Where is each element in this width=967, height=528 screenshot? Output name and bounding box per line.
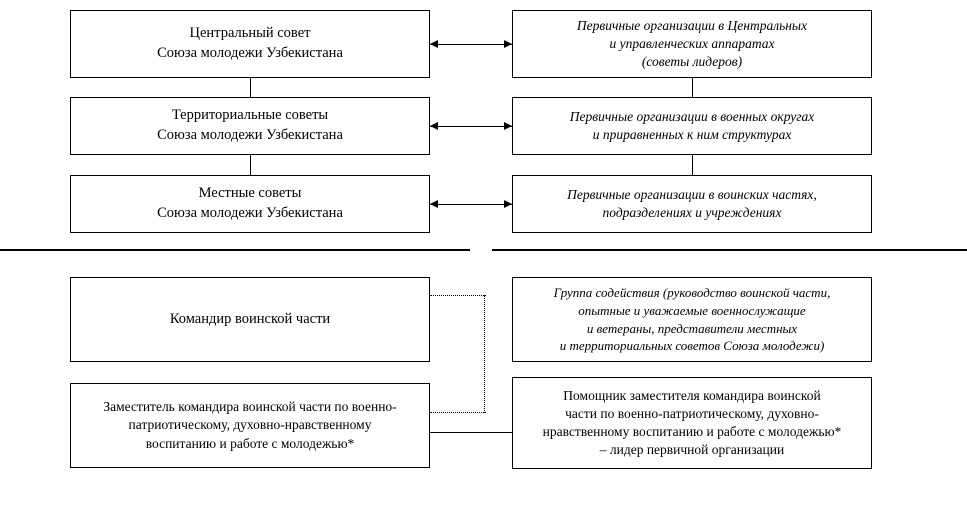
box-support-group-line3: и ветераны, представители местных	[586, 320, 798, 336]
spine-left-1	[250, 78, 251, 97]
spine-right-1	[692, 78, 693, 97]
connector-row3	[430, 204, 512, 205]
arrow-row1-left	[430, 40, 438, 48]
box-deputy-commander-line1: Заместитель командира воинской части по военно-	[103, 399, 397, 415]
connector-commander-dotted-top	[430, 412, 486, 413]
box-central-council	[70, 10, 430, 78]
box-local-councils-line2: Союза молодежи Узбекистана	[157, 205, 343, 221]
box-assistant-deputy	[512, 377, 872, 469]
box-unit-commander-label: Командир воинской части	[169, 310, 331, 327]
box-primary-orgs-central-line3: (советы лидеров)	[641, 54, 743, 70]
box-primary-orgs-military-units	[512, 175, 872, 233]
box-assistant-deputy-line4: – лидер первичной организации	[599, 442, 785, 458]
connector-commander-dotted-vertical	[484, 295, 485, 413]
arrow-row3-right	[504, 200, 512, 208]
connector-row2	[430, 126, 512, 127]
box-assistant-deputy-line2: части по военно-патриотическому, духовно-	[565, 405, 819, 421]
box-central-council-line2: Союза молодежи Узбекистана	[157, 45, 343, 61]
box-local-councils	[70, 175, 430, 233]
box-support-group-line2: опытные и уважаемые военнослужащие	[578, 302, 806, 318]
box-primary-orgs-military-districts-line1: Первичные организации в военных округах	[569, 108, 815, 124]
box-deputy-commander-line2: патриотическому, духовно-нравственному	[128, 417, 372, 433]
spine-right-2	[692, 155, 693, 175]
box-assistant-deputy-line3: нравственному воспитанию и работе с молодежью*	[542, 424, 842, 439]
connector-row1	[430, 44, 512, 45]
arrow-row1-right	[504, 40, 512, 48]
section-separator-left	[0, 249, 470, 251]
box-primary-orgs-military-units-line1: Первичные организации в воинских частях,	[567, 186, 817, 202]
spine-left-2	[250, 155, 251, 175]
arrow-row2-right	[504, 122, 512, 130]
box-territorial-councils	[70, 97, 430, 155]
box-primary-orgs-central-line1: Первичные организации в Центральных	[576, 17, 808, 33]
box-local-councils-line1: Местные советы	[198, 185, 302, 202]
box-primary-orgs-military-units-line2: подразделениях и учреждениях	[602, 205, 782, 220]
arrow-row3-left	[430, 200, 438, 208]
box-unit-commander	[70, 277, 430, 362]
box-territorial-councils-line2: Союза молодежи Узбекистана	[157, 127, 343, 143]
box-support-group	[512, 277, 872, 362]
arrow-row2-left	[430, 122, 438, 130]
box-primary-orgs-military-districts-line2: и приравненных к ним структурах	[592, 127, 792, 142]
connector-commander-right	[430, 295, 486, 296]
box-primary-orgs-military-districts	[512, 97, 872, 155]
section-separator-right	[492, 249, 967, 251]
box-support-group-line1: Группа содействия (руководство воинской части,	[553, 285, 831, 301]
box-territorial-councils-line1: Территориальные советы	[171, 107, 329, 124]
box-assistant-deputy-line1: Помощник заместителя командира воинской	[563, 387, 821, 403]
box-primary-orgs-central	[512, 10, 872, 78]
box-deputy-commander	[70, 383, 430, 468]
connector-deputy-assistant	[430, 432, 512, 433]
box-central-council-line1: Центральный совет	[189, 25, 311, 42]
box-deputy-commander-line3: воспитанию и работе с молодежью*	[145, 435, 355, 451]
box-support-group-line4: и территориальных советов Союза молодежи)	[559, 338, 825, 354]
box-primary-orgs-central-line2: и управленческих аппаратах	[609, 35, 775, 51]
